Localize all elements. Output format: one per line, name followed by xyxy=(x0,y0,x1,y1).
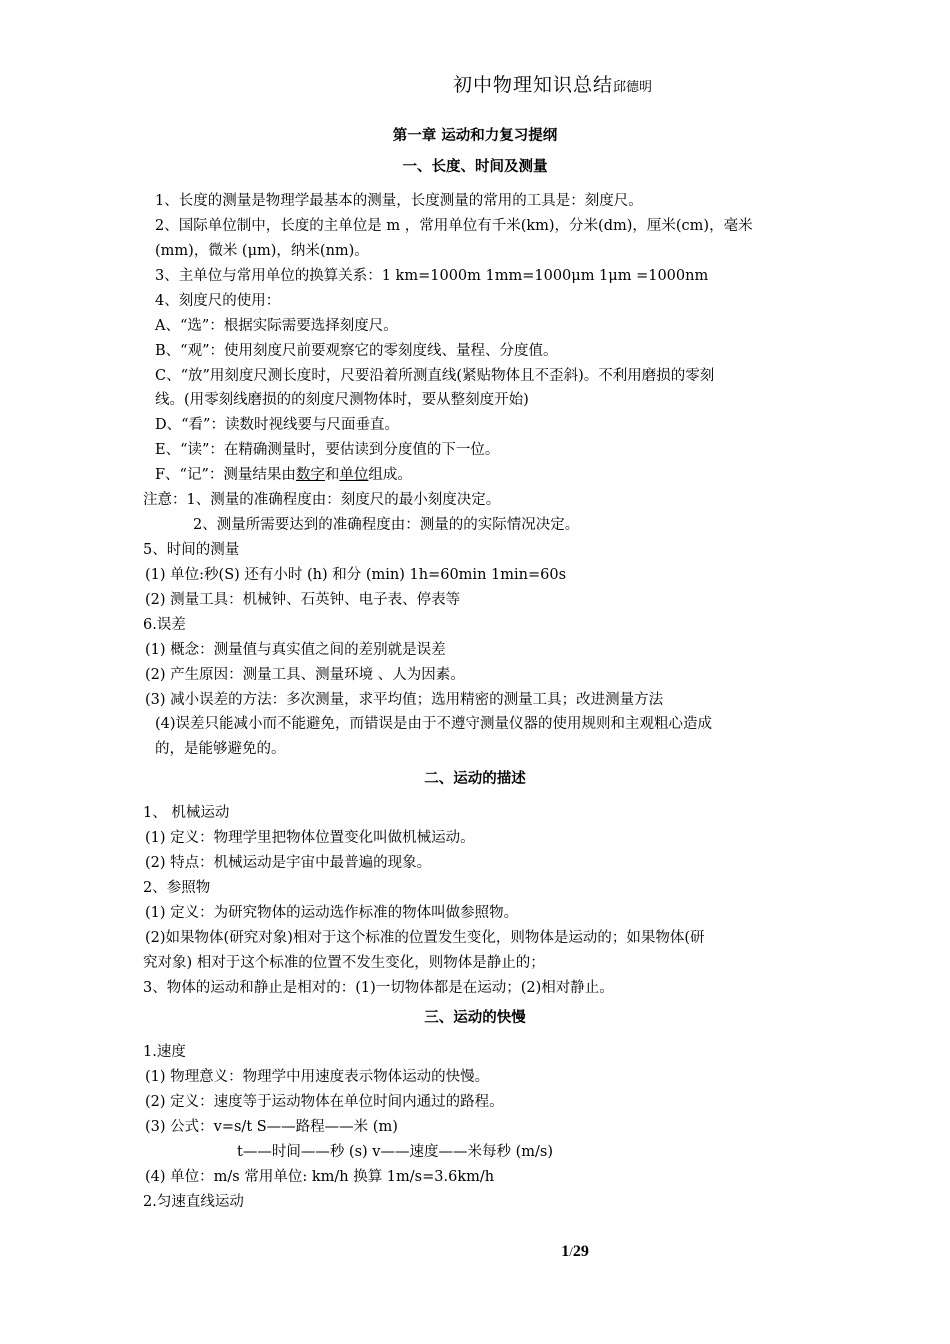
paragraph-line: (1) 单位:秒(S) 还有小时 (h) 和分 (min) 1h=60min 1min=60s xyxy=(145,567,567,583)
chapter-title: 第一章 运动和力复习提纲 xyxy=(392,128,558,144)
paragraph-line: 6.误差 xyxy=(143,617,186,633)
paragraph-line: 4、刻度尺的使用： xyxy=(155,293,281,309)
section-heading: 一、长度、时间及测量 xyxy=(402,159,548,175)
paragraph-line: E、“读”：在精确测量时，要估读到分度值的下一位。 xyxy=(155,442,500,458)
paragraph-line: D、“看”：读数时视线要与尺面垂直。 xyxy=(155,417,399,433)
note-line: 注意：1、测量的准确程度由：刻度尺的最小刻度决定。 xyxy=(143,492,501,508)
page-current: 1 xyxy=(561,1243,570,1260)
paragraph-line: 究对象) 相对于这个标准的位置不发生变化，则物体是静止的； xyxy=(143,955,545,971)
paragraph-line: (2) 产生原因：测量工具、测量环境 、人为因素。 xyxy=(145,667,465,683)
page-total: 29 xyxy=(572,1243,589,1260)
paragraph-line: B、“观”：使用刻度尺前要观察它的零刻度线、量程、分度值。 xyxy=(155,343,558,359)
paragraph-line: (2) 定义：速度等于运动物体在单位时间内通过的路程。 xyxy=(145,1094,504,1110)
paragraph-line: (2)如果物体(研究对象)相对于这个标准的位置发生变化，则物体是运动的；如果物体(研 xyxy=(145,930,705,946)
paragraph-line: (2) 特点：机械运动是宇宙中最普遍的现象。 xyxy=(145,855,432,871)
paragraph-line: 的，是能够避免的。 xyxy=(155,741,286,757)
note-line: 2、测量所需要达到的准确程度由：测量的的实际情况决定。 xyxy=(193,517,580,533)
paragraph-line: (1) 物理意义：物理学中用速度表示物体运动的快慢。 xyxy=(145,1069,490,1085)
paragraph-line: 3、物体的运动和静止是相对的：(1)一切物体都是在运动；(2)相对静止。 xyxy=(143,980,614,996)
page-header xyxy=(453,70,652,97)
paragraph-line: 1、 机械运动 xyxy=(143,805,230,821)
paragraph-line xyxy=(155,465,412,485)
paragraph-line: (4) 单位：m/s 常用单位: km/h 换算 1m/s=3.6km/h xyxy=(145,1169,495,1185)
formula-line: (3) 公式：v=s/t S——路程——米 (m) xyxy=(145,1119,398,1135)
text-run: 和 xyxy=(324,467,340,483)
paragraph-line: (mm)，微米 (μm)，纳米(nm)。 xyxy=(155,243,369,259)
page-number xyxy=(0,1243,950,1261)
page-separator: / xyxy=(569,1244,573,1259)
section-heading: 二、运动的描述 xyxy=(424,771,526,787)
paragraph-line: (3) 减小误差的方法：多次测量，求平均值；选用精密的测量工具；改进测量方法 xyxy=(145,692,664,708)
paragraph-line: 1.速度 xyxy=(143,1044,186,1060)
paragraph-line: 2.匀速直线运动 xyxy=(143,1194,244,1210)
paragraph-line: 1、长度的测量是物理学最基本的测量，长度测量的常用的工具是：刻度尺。 xyxy=(155,193,643,209)
underlined-term: 单位 xyxy=(339,467,369,483)
formula-line: t——时间——秒 (s) v——速度——米每秒 (m/s) xyxy=(237,1144,553,1160)
paragraph-line: (1) 定义：为研究物体的运动选作标准的物体叫做参照物。 xyxy=(145,905,519,921)
header-author: 邱德明 xyxy=(613,80,653,95)
paragraph-line: 5、时间的测量 xyxy=(143,542,240,558)
section-heading: 三、运动的快慢 xyxy=(424,1010,526,1026)
paragraph-line: (1) 概念：测量值与真实值之间的差别就是误差 xyxy=(145,642,446,658)
text-run: F、“记”：测量结果由 xyxy=(155,467,296,483)
underlined-term: 数字 xyxy=(295,467,325,483)
paragraph-line: (1) 定义：物理学里把物体位置变化叫做机械运动。 xyxy=(145,830,475,846)
paragraph-line: C、“放”用刻度尺测长度时，尺要沿着所测直线(紧贴物体且不歪斜)。不利用磨损的零刻 xyxy=(155,368,715,384)
paragraph-line: 2、参照物 xyxy=(143,880,211,896)
paragraph-line: (2) 测量工具：机械钟、石英钟、电子表、停表等 xyxy=(145,592,461,608)
paragraph-line: 线。(用零刻线磨损的的刻度尺测物体时，要从整刻度开始) xyxy=(155,392,529,408)
header-title: 初中物理知识总结 xyxy=(453,74,614,96)
paragraph-line: A、“选”：根据实际需要选择刻度尺。 xyxy=(155,318,398,334)
paragraph-line: (4)误差只能减小而不能避免，而错误是由于不遵守测量仪器的使用规则和主观粗心造成 xyxy=(155,716,713,732)
paragraph-line: 2、国际单位制中，长度的主单位是 m ，常用单位有千米(km)，分米(dm)，厘米(cm)，毫米 xyxy=(155,218,753,234)
paragraph-line: 3、主单位与常用单位的换算关系：1 km=1000m 1mm=1000μm 1μm =1000nm xyxy=(155,268,709,284)
text-run: 组成。 xyxy=(368,467,412,483)
